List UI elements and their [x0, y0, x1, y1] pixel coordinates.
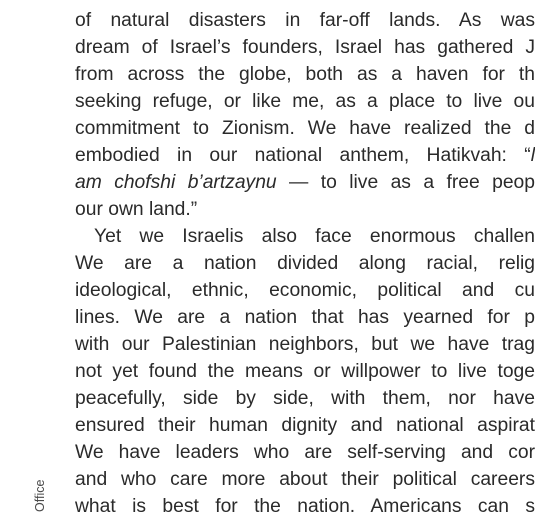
text-line-content: embodied in our national anthem, Hatikvah: “ — [75, 145, 531, 166]
text-line-content: what is best for the nation. Americans can s — [75, 496, 535, 517]
text-line — [75, 466, 535, 493]
text-line-content: ideological, ethnic, economic, political and cu — [75, 280, 535, 301]
text-line — [75, 34, 535, 61]
text-line-content: peacefully, side by side, with them, nor have — [75, 388, 535, 409]
text-line — [75, 169, 535, 196]
text-line — [75, 88, 535, 115]
text-line — [75, 385, 535, 412]
text-line — [75, 142, 535, 169]
text-line-content: ensured their human dignity and national aspirat — [75, 415, 535, 436]
text-line — [75, 304, 535, 331]
text-line-content: of natural disasters in far-off lands. As was — [75, 10, 535, 31]
text-line — [75, 412, 535, 439]
side-margin-label: Office — [33, 479, 47, 512]
text-line — [75, 358, 535, 385]
text-line-content: not yet found the means or willpower to live toge — [75, 361, 535, 382]
text-line-content: from across the globe, both as a haven for th — [75, 64, 535, 85]
text-line-content: and who care more about their political careers — [75, 469, 535, 490]
text-line-content: commitment to Zionism. We have realized the d — [75, 118, 535, 139]
text-line — [75, 61, 535, 88]
text-line-content: our own land.” — [75, 199, 198, 220]
text-line-content: — to live as a free peop — [276, 172, 535, 193]
paragraph-first-line — [75, 223, 535, 250]
text-line-content: lines. We are a nation that has yearned for p — [75, 307, 535, 328]
text-line — [75, 331, 535, 358]
text-line-content: seeking refuge, or like me, as a place to live ou — [75, 91, 535, 112]
text-line-content: We are a nation divided along racial, relig — [75, 253, 535, 274]
text-line — [75, 115, 535, 142]
text-line-content: dream of Israel’s founders, Israel has gathered J — [75, 37, 535, 58]
text-line — [75, 277, 535, 304]
text-line — [75, 493, 535, 520]
text-line — [75, 196, 535, 223]
text-line-content: Yet we Israelis also face enormous challen — [94, 226, 535, 247]
text-line — [75, 439, 535, 466]
text-line-content: We have leaders who are self-serving and cor — [75, 442, 535, 463]
text-line — [75, 7, 535, 34]
text-line-content: with our Palestinian neighbors, but we have trag — [75, 334, 535, 355]
text-line — [75, 250, 535, 277]
italic-text: l — [530, 145, 535, 166]
italic-text: am chofshi b’artzaynu — [75, 172, 277, 193]
